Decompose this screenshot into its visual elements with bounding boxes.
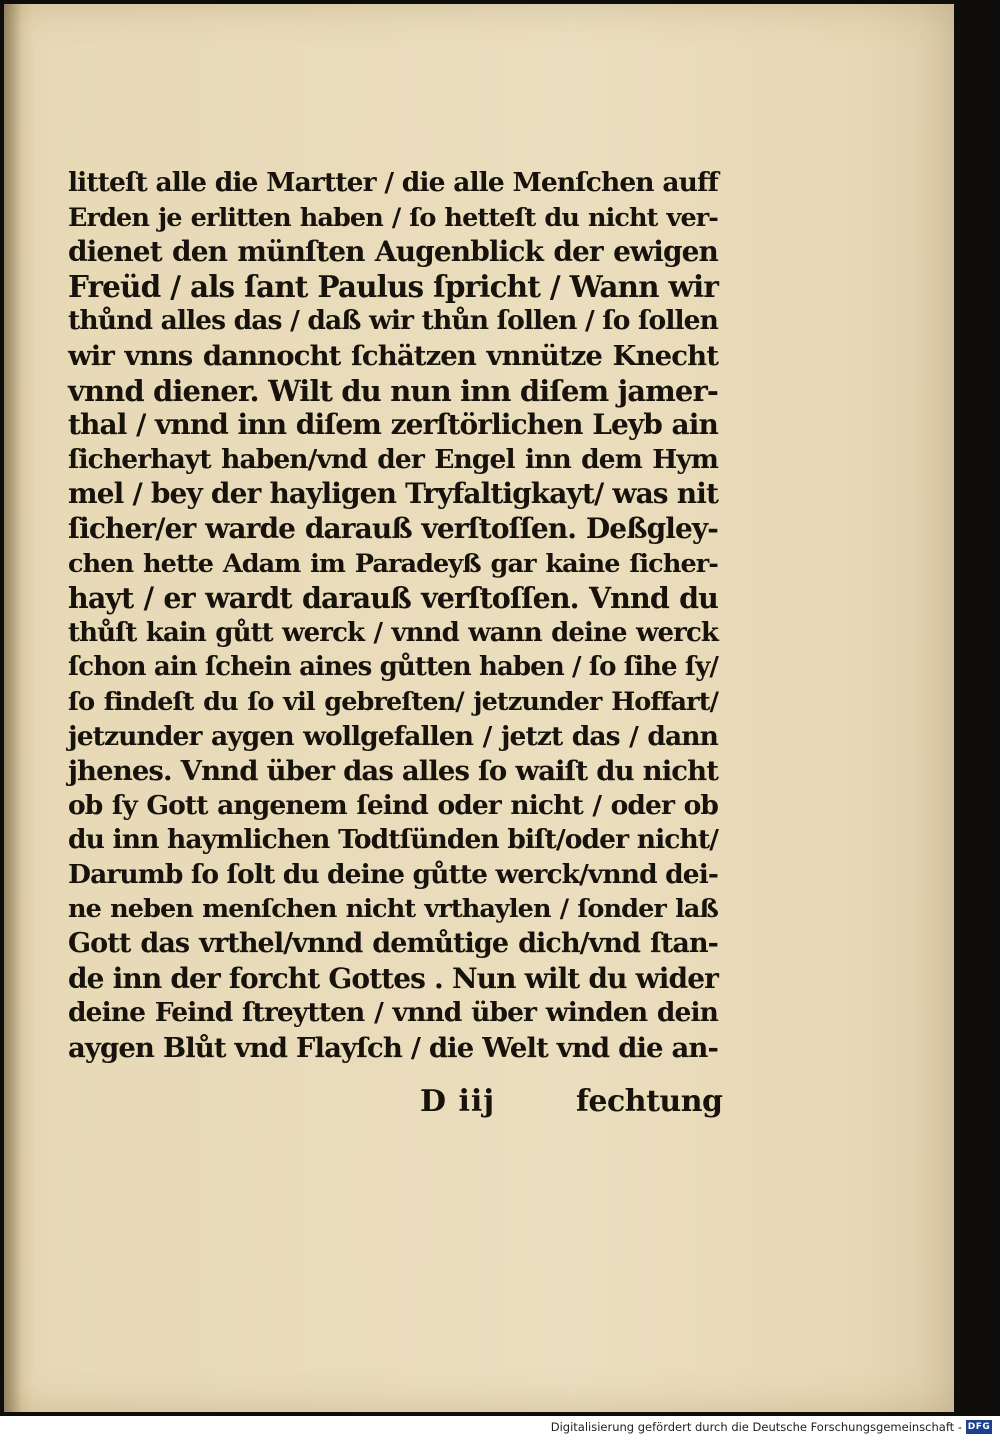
text-line: jetzunder aygen wollgefallen / jetzt das / dann: [68, 720, 718, 752]
text-line: litteſt alle die Martter / die alle Menſchen auff: [68, 167, 718, 198]
text-line: ſicherhayt haben/vnd der Engel inn dem Hym: [68, 443, 718, 475]
text-line: dienet den münſten Augenblick der ewigen: [68, 235, 718, 269]
text-line: thůſt kain gůtt werck / vnnd wann deine werck: [68, 617, 718, 648]
text-line: du inn haymlichen Todtſünden biſt/oder nicht/: [68, 824, 718, 856]
text-line: chen hette Adam im Paradeyß gar kaine ſicher-: [68, 548, 718, 579]
text-line: ſicher/er warde darauß verſtoſſen. Deßgley-: [68, 511, 718, 545]
text-line: Gott das vrthel/vnnd demůtige dich/vnd ſtan-: [68, 928, 718, 960]
text-line: ſo findeſt du ſo vil gebreſten/ jetzunder Hoffart/: [68, 686, 718, 717]
text-line: deine Feind ſtreytten / vnnd über winden dein: [68, 997, 718, 1029]
text-line: mel / bey der hayligen Tryfaltigkayt/ was nit: [68, 477, 718, 511]
text-line: Erden je erlitten haben / ſo hetteſt du nicht ver-: [68, 202, 718, 233]
credit-bar: [0, 1416, 1000, 1439]
text-line: Darumb ſo ſolt du deine gůtte werck/vnnd dei-: [68, 858, 718, 890]
text-line: ſchon ain ſchein aines gůtten haben / ſo ſihe ſy/: [68, 652, 718, 683]
text-line: thůnd alles das / daß wir thůn ſollen / ſo ſollen: [68, 305, 718, 337]
dfg-logo: DFG: [967, 1422, 991, 1432]
credit-text: Digitalisierung gefördert durch die Deutsche Forschungsgemeinschaft -: [550, 1420, 962, 1434]
page-footer: [68, 1082, 723, 1122]
text-line: vnnd diener. Wilt du nun inn diſem jamer-: [68, 373, 718, 408]
text-line: aygen Blůt vnd Flayſch / die Welt vnd die an-: [68, 1031, 718, 1064]
body-text: [68, 166, 718, 1065]
text-line: ne neben menſchen nicht vrthaylen / ſonder laß: [68, 894, 718, 925]
text-line: Freüd / als ſant Paulus ſpricht / Wann wir: [68, 268, 718, 304]
text-line: ob ſy Gott angenem ſeind oder nicht / oder ob: [68, 789, 718, 821]
book-page: [4, 4, 954, 1412]
text-line: de inn der forcht Gottes . Nun wilt du wider: [68, 961, 718, 995]
text-line: wir vnns dannocht ſchätzen vnnütze Knecht: [68, 339, 718, 372]
signature-mark: D iij: [420, 1084, 496, 1119]
text-line: jhenes. Vnnd über das alles ſo waiſt du nicht: [68, 755, 718, 788]
text-line: hayt / er wardt darauß verſtoſſen. Vnnd du: [68, 581, 718, 616]
text-line: thal / vnnd inn diſem zerſtörlichen Leyb ain: [68, 408, 718, 442]
catchword: fechtung: [576, 1084, 723, 1119]
